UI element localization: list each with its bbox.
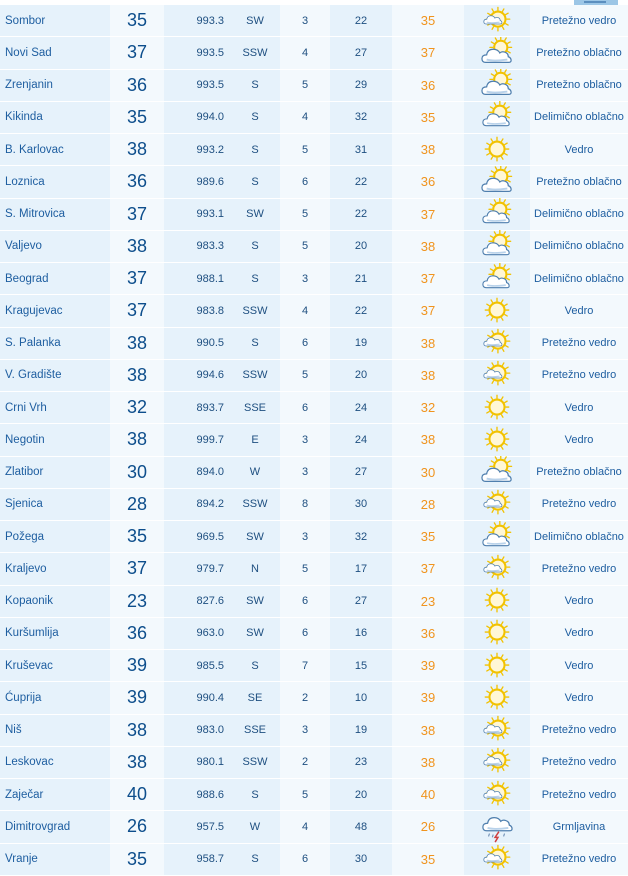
humidity: 22 [330,166,392,197]
city-name: Kragujevac [0,295,110,326]
wind-direction: SSW [230,489,280,520]
city-name: Dimitrovgrad [0,811,110,842]
humidity: 16 [330,618,392,649]
weather-description: Pretežno vedro [530,779,628,810]
table-row [0,811,628,843]
table-row [0,231,628,263]
wind-direction: S [230,102,280,133]
sun-icon [464,392,530,423]
wind-speed: 5 [280,199,330,230]
humidity: 31 [330,134,392,165]
humidity: 23 [330,747,392,778]
city-name: Kuršumlija [0,618,110,649]
temperature: 26 [110,811,164,842]
wind-speed: 6 [280,844,330,875]
humidity: 21 [330,263,392,294]
pressure: 993.3 [164,5,230,36]
weather-description: Vedro [530,618,628,649]
weather-description: Vedro [530,682,628,713]
feels-like-temperature: 38 [392,328,464,359]
sun-partly-cloudy-icon [464,360,530,391]
city-name: Negotin [0,424,110,455]
sun-partly-cloudy-icon [464,489,530,520]
wind-direction: S [230,70,280,101]
wind-speed: 3 [280,715,330,746]
sun-partly-cloudy-icon [464,328,530,359]
feels-like-temperature: 38 [392,231,464,262]
table-row [0,489,628,521]
wind-direction: SW [230,199,280,230]
feels-like-temperature: 36 [392,166,464,197]
city-name: Crni Vrh [0,392,110,423]
humidity: 22 [330,5,392,36]
table-row [0,134,628,166]
temperature: 39 [110,682,164,713]
wind-direction: S [230,263,280,294]
pressure: 990.5 [164,328,230,359]
wind-direction: E [230,424,280,455]
weather-description: Vedro [530,295,628,326]
cloud-sun-icon [464,457,530,488]
feels-like-temperature: 37 [392,295,464,326]
sun-cloud-icon [464,102,530,133]
feels-like-temperature: 38 [392,360,464,391]
pressure: 993.5 [164,70,230,101]
city-name: Kruševac [0,650,110,681]
wind-speed: 6 [280,586,330,617]
wind-speed: 3 [280,424,330,455]
sun-partly-cloudy-icon [464,5,530,36]
temperature: 38 [110,328,164,359]
city-name: S. Palanka [0,328,110,359]
temperature: 35 [110,102,164,133]
weather-description: Pretežno vedro [530,553,628,584]
table-row [0,618,628,650]
humidity: 17 [330,553,392,584]
weather-description: Pretežno vedro [530,747,628,778]
sun-cloud-icon [464,263,530,294]
pressure: 993.1 [164,199,230,230]
humidity: 27 [330,457,392,488]
feels-like-temperature: 38 [392,424,464,455]
temperature: 37 [110,553,164,584]
humidity: 30 [330,844,392,875]
wind-speed: 4 [280,295,330,326]
wind-speed: 3 [280,5,330,36]
wind-direction: S [230,650,280,681]
weather-table [0,5,628,876]
wind-speed: 8 [280,489,330,520]
humidity: 24 [330,424,392,455]
sun-icon [464,650,530,681]
sun-icon [464,424,530,455]
sun-cloud-icon [464,521,530,552]
weather-description: Pretežno vedro [530,5,628,36]
temperature: 37 [110,263,164,294]
city-name: Sombor [0,5,110,36]
thunderstorm-icon [464,811,530,842]
city-name: Sjenica [0,489,110,520]
cloud-sun-icon [464,70,530,101]
feels-like-temperature: 23 [392,586,464,617]
city-name: Zaječar [0,779,110,810]
pressure: 957.5 [164,811,230,842]
wind-direction: SSE [230,715,280,746]
feels-like-temperature: 38 [392,134,464,165]
table-row [0,199,628,231]
city-name: Kraljevo [0,553,110,584]
humidity: 20 [330,231,392,262]
table-row [0,457,628,489]
feels-like-temperature: 39 [392,650,464,681]
wind-speed: 5 [280,553,330,584]
table-row [0,553,628,585]
sun-partly-cloudy-icon [464,779,530,810]
wind-speed: 6 [280,166,330,197]
weather-description: Grmljavina [530,811,628,842]
feels-like-temperature: 38 [392,715,464,746]
humidity: 48 [330,811,392,842]
weather-description: Pretežno oblačno [530,37,628,68]
pressure: 827.6 [164,586,230,617]
table-row [0,682,628,714]
humidity: 27 [330,586,392,617]
temperature: 35 [110,5,164,36]
pressure: 985.5 [164,650,230,681]
feels-like-temperature: 36 [392,70,464,101]
city-name: Ćuprija [0,682,110,713]
table-row [0,844,628,876]
pressure: 983.0 [164,715,230,746]
city-name: Zlatibor [0,457,110,488]
weather-description: Delimično oblačno [530,102,628,133]
humidity: 20 [330,360,392,391]
weather-description: Pretežno oblačno [530,166,628,197]
feels-like-temperature: 37 [392,37,464,68]
feels-like-temperature: 36 [392,618,464,649]
feels-like-temperature: 32 [392,392,464,423]
weather-description: Vedro [530,650,628,681]
table-row [0,521,628,553]
table-row [0,715,628,747]
humidity: 15 [330,650,392,681]
feels-like-temperature: 30 [392,457,464,488]
table-row [0,650,628,682]
table-row [0,166,628,198]
table-row [0,328,628,360]
weather-description: Pretežno vedro [530,715,628,746]
wind-speed: 7 [280,650,330,681]
table-row [0,263,628,295]
wind-direction: SW [230,521,280,552]
weather-description: Vedro [530,134,628,165]
feels-like-temperature: 37 [392,199,464,230]
feels-like-temperature: 26 [392,811,464,842]
temperature: 37 [110,295,164,326]
feels-like-temperature: 37 [392,263,464,294]
weather-description: Vedro [530,586,628,617]
sun-cloud-icon [464,199,530,230]
temperature: 23 [110,586,164,617]
sun-icon [464,682,530,713]
temperature: 38 [110,134,164,165]
wind-speed: 2 [280,682,330,713]
temperature: 32 [110,392,164,423]
temperature: 38 [110,747,164,778]
feels-like-temperature: 35 [392,5,464,36]
wind-direction: SW [230,618,280,649]
feels-like-temperature: 37 [392,553,464,584]
city-name: B. Karlovac [0,134,110,165]
weather-description: Vedro [530,392,628,423]
weather-description: Pretežno oblačno [530,457,628,488]
weather-description: Delimično oblačno [530,231,628,262]
table-row [0,586,628,618]
city-name: Loznica [0,166,110,197]
weather-description: Pretežno vedro [530,360,628,391]
sun-icon [464,295,530,326]
temperature: 38 [110,231,164,262]
wind-direction: S [230,844,280,875]
city-name: Vranje [0,844,110,875]
temperature: 36 [110,70,164,101]
humidity: 29 [330,70,392,101]
table-row [0,295,628,327]
feels-like-temperature: 35 [392,521,464,552]
city-name: Požega [0,521,110,552]
feels-like-temperature: 35 [392,102,464,133]
feels-like-temperature: 35 [392,844,464,875]
city-name: Kopaonik [0,586,110,617]
city-name: V. Gradište [0,360,110,391]
city-name: Zrenjanin [0,70,110,101]
pressure: 994.0 [164,102,230,133]
weather-description: Pretežno oblačno [530,70,628,101]
city-name: Kikinda [0,102,110,133]
weather-description: Pretežno vedro [530,489,628,520]
wind-speed: 4 [280,102,330,133]
temperature: 28 [110,489,164,520]
pressure: 958.7 [164,844,230,875]
humidity: 24 [330,392,392,423]
pressure: 969.5 [164,521,230,552]
table-row [0,747,628,779]
feels-like-temperature: 28 [392,489,464,520]
wind-direction: S [230,134,280,165]
cloud-sun-icon [464,37,530,68]
wind-speed: 4 [280,811,330,842]
humidity: 27 [330,37,392,68]
weather-description: Vedro [530,424,628,455]
wind-direction: SSW [230,747,280,778]
pressure: 983.3 [164,231,230,262]
sun-icon [464,586,530,617]
wind-speed: 6 [280,618,330,649]
humidity: 32 [330,102,392,133]
pressure: 979.7 [164,553,230,584]
wind-direction: S [230,328,280,359]
wind-speed: 6 [280,328,330,359]
pressure: 989.6 [164,166,230,197]
pressure: 894.0 [164,457,230,488]
wind-direction: S [230,779,280,810]
pressure: 988.6 [164,779,230,810]
humidity: 30 [330,489,392,520]
temperature: 38 [110,360,164,391]
wind-direction: S [230,231,280,262]
humidity: 32 [330,521,392,552]
temperature: 40 [110,779,164,810]
wind-speed: 5 [280,231,330,262]
pressure: 988.1 [164,263,230,294]
sun-partly-cloudy-icon [464,715,530,746]
pressure: 980.1 [164,747,230,778]
wind-direction: SSE [230,392,280,423]
wind-speed: 5 [280,779,330,810]
weather-description: Delimično oblačno [530,199,628,230]
temperature: 35 [110,521,164,552]
temperature: 37 [110,199,164,230]
wind-speed: 5 [280,134,330,165]
city-name: S. Mitrovica [0,199,110,230]
temperature: 38 [110,715,164,746]
wind-direction: SW [230,5,280,36]
table-row [0,37,628,69]
wind-direction: N [230,553,280,584]
temperature: 39 [110,650,164,681]
wind-speed: 4 [280,37,330,68]
wind-speed: 5 [280,70,330,101]
pressure: 963.0 [164,618,230,649]
sun-cloud-icon [464,231,530,262]
city-name: Beograd [0,263,110,294]
wind-direction: W [230,457,280,488]
pressure: 999.7 [164,424,230,455]
cloud-sun-icon [464,166,530,197]
pressure: 983.8 [164,295,230,326]
city-name: Niš [0,715,110,746]
feels-like-temperature: 38 [392,747,464,778]
wind-direction: SSW [230,37,280,68]
sun-partly-cloudy-icon [464,844,530,875]
wind-speed: 6 [280,392,330,423]
temperature: 37 [110,37,164,68]
wind-direction: S [230,166,280,197]
humidity: 20 [330,779,392,810]
humidity: 22 [330,199,392,230]
temperature: 36 [110,618,164,649]
weather-description: Delimično oblačno [530,263,628,294]
humidity: 10 [330,682,392,713]
table-row [0,102,628,134]
sun-icon [464,134,530,165]
wind-direction: SE [230,682,280,713]
wind-speed: 3 [280,263,330,294]
humidity: 19 [330,715,392,746]
temperature: 30 [110,457,164,488]
humidity: 19 [330,328,392,359]
sun-icon [464,618,530,649]
table-row [0,360,628,392]
table-row [0,70,628,102]
table-row [0,5,628,37]
table-row [0,392,628,424]
wind-direction: SSW [230,360,280,391]
weather-description: Delimično oblačno [530,521,628,552]
wind-speed: 3 [280,521,330,552]
table-row [0,779,628,811]
pressure: 990.4 [164,682,230,713]
humidity: 22 [330,295,392,326]
city-name: Novi Sad [0,37,110,68]
wind-speed: 5 [280,360,330,391]
city-name: Valjevo [0,231,110,262]
city-name: Leskovac [0,747,110,778]
sun-partly-cloudy-icon [464,553,530,584]
wind-speed: 3 [280,457,330,488]
weather-description: Pretežno vedro [530,328,628,359]
weather-description: Pretežno vedro [530,844,628,875]
wind-direction: SW [230,586,280,617]
wind-direction: W [230,811,280,842]
wind-direction: SSW [230,295,280,326]
feels-like-temperature: 40 [392,779,464,810]
temperature: 38 [110,424,164,455]
pressure: 893.7 [164,392,230,423]
pressure: 993.2 [164,134,230,165]
temperature: 36 [110,166,164,197]
pressure: 894.2 [164,489,230,520]
pressure: 993.5 [164,37,230,68]
temperature: 35 [110,844,164,875]
wind-speed: 2 [280,747,330,778]
feels-like-temperature: 39 [392,682,464,713]
sun-partly-cloudy-icon [464,747,530,778]
table-row [0,424,628,456]
pressure: 994.6 [164,360,230,391]
